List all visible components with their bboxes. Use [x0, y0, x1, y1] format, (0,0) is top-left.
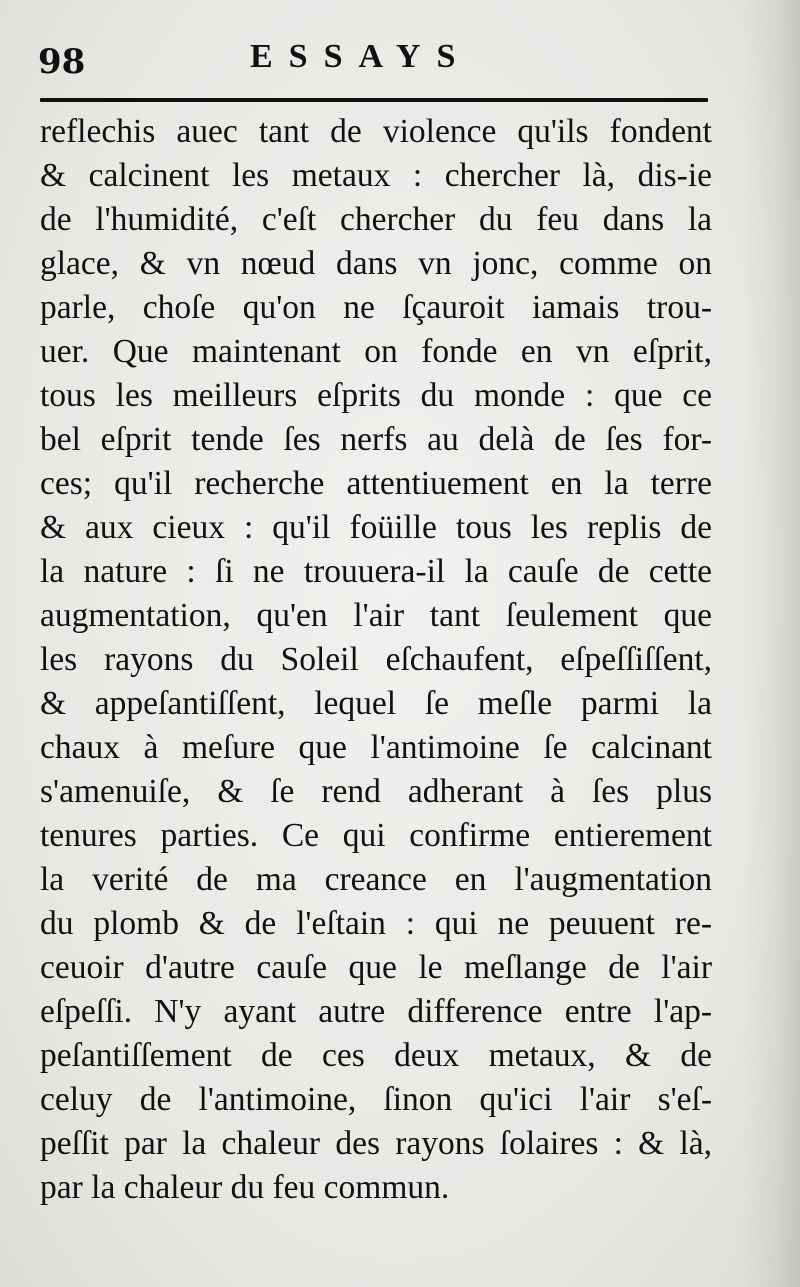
text-line: glace, & vn nœud dans vn jonc, comme on [40, 245, 712, 282]
text-line: les rayons du Soleil eſchaufent, eſpeſſiſſent, [40, 641, 712, 678]
spine-shadow [740, 0, 800, 1287]
text-line: du plomb & de l'eſtain : qui ne peuuent re- [40, 905, 712, 942]
text-line: s'amenuiſe, & ſe rend adherant à ſes plus [40, 773, 712, 810]
text-line: peſſit par la chaleur des rayons ſolaires : & là, [40, 1125, 712, 1162]
text-line: de l'humidité, c'eſt chercher du feu dans la [40, 201, 712, 238]
text-line: reflechis auec tant de violence qu'ils fondent [40, 113, 712, 150]
page-number: 98 [38, 42, 86, 82]
text-line: la nature : ſi ne trouuera-il la cauſe de cette [40, 553, 712, 590]
text-line: eſpeſſi. N'y ayant autre difference entre l'ap- [40, 993, 712, 1030]
text-line: tous les meilleurs eſprits du monde : que ce [40, 377, 712, 414]
text-line: peſantiſſement de ces deux metaux, & de [40, 1037, 712, 1074]
text-line: ceuoir d'autre cauſe que le meſlange de l'air [40, 949, 712, 986]
text-line: & calcinent les metaux : chercher là, dis-ie [40, 157, 712, 194]
text-line: & appeſantiſſent, lequel ſe meſle parmi la [40, 685, 712, 722]
text-line: augmentation, qu'en l'air tant ſeulement que [40, 597, 712, 634]
text-line: tenures parties. Ce qui confirme entierement [40, 817, 712, 854]
text-line: chaux à meſure que l'antimoine ſe calcinant [40, 729, 712, 766]
text-line: & aux cieux : qu'il foüille tous les replis de [40, 509, 712, 546]
text-line: celuy de l'antimoine, ſinon qu'ici l'air s'eſ- [40, 1081, 712, 1118]
text-line: ces; qu'il recherche attentiuement en la terre [40, 465, 712, 502]
running-title: ESSAYS [250, 38, 472, 75]
text-line: la verité de ma creance en l'augmentation [40, 861, 712, 898]
header-rule [40, 98, 708, 102]
text-line: bel eſprit tende ſes nerfs au delà de ſes for- [40, 421, 712, 458]
text-line: parle, choſe qu'on ne ſçauroit iamais trou- [40, 289, 712, 326]
text-line: uer. Que maintenant on fonde en vn eſprit, [40, 333, 712, 370]
text-line: par la chaleur du feu commun. [40, 1169, 450, 1206]
page-header [38, 38, 708, 86]
body-text [40, 110, 720, 1210]
